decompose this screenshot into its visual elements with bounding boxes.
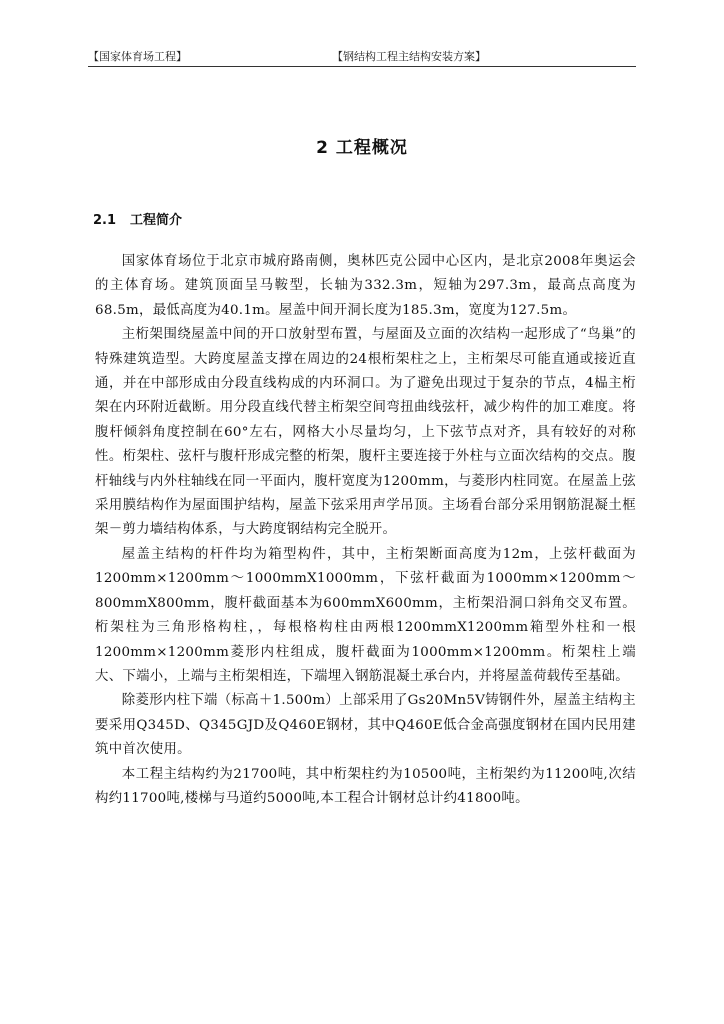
header-divider — [88, 66, 636, 67]
paragraph-steel-materials: 除菱形内柱下端（标高＋1.500m）上部采用了Gs20Mn5V铸钢件外，屋盖主结构主要采用Q345D、Q345GJD及Q460E钢材，其中Q460E低合金高强度钢材在国内民用建筑中首次使用。 — [95, 693, 636, 758]
header-project-name: 【国家体育场工程】 — [88, 50, 187, 63]
section-title: 工程简介 — [130, 213, 183, 228]
chapter-title: 2 工程概况 — [316, 138, 408, 158]
section-heading — [93, 212, 182, 230]
paragraph-member-sections: 屋盖主结构的杆件均为箱型构件，其中，主桁架断面高度为12m，上弦杆截面为1200mm×1200mm～1000mmX1000mm，下弦杆截面为1000mm×1200mm～800mmX800mm，腹杆截面基本为600mmX600mm，主桁架沿洞口斜角交叉布置。桁架柱为三角形格构柱，，每根格构柱由两根1200mmX1200mm箱型外柱和一根1200mm×1200mm菱形内柱组成，腹杆截面为1000mm×1200mm。桁架柱上端大、下端小，上端与主桁架相连，下端埋入钢筋混凝土承台内，并将屋盖荷载传至基础。 — [95, 546, 636, 684]
paragraph-main-truss: 主桁架围绕屋盖中间的开口放射型布置，与屋面及立面的次结构一起形成了“鸟巢”的特殊建筑造型。大跨度屋盖支撑在周边的24根桁架柱之上，主桁架尽可能直通或接近直通，并在中部形成由分段直线构成的内环洞口。为了避免出现过于复杂的节点，4榀主桁架在内环附近截断。用分段直线代替主桁架空间弯扭曲线弦杆，减少构件的加工难度。将腹杆倾斜角度控制在60°左右，网格大小尽量均匀，上下弦节点对齐，具有较好的对称性。桁架柱、弦杆与腹杆形成完整的桁架，腹杆主要连接于外柱与立面次结构的交点。腹杆轴线与内外柱轴线在同一平面内，腹杆宽度为1200mm，与菱形内柱同宽。在屋盖上弦采用膜结构作为屋面围护结构，屋盖下弦采用声学吊顶。主场看台部分采用钢筋混凝土框架－剪力墙结构体系，与大跨度钢结构完全脱开。 — [95, 327, 636, 538]
running-header — [88, 50, 636, 66]
paragraph-overview: 国家体育场位于北京市城府路南侧，奥林匹克公园中心区内，是北京2008年奥运会的主体育场。建筑顶面呈马鞍型，长轴为332.3m，短轴为297.3m，最高点高度为68.5m，最低高度为40.1m。屋盖中间开洞长度为185.3m，宽度为127.5m。 — [95, 254, 636, 318]
paragraph-steel-tonnage: 本工程主结构约为21700吨，其中桁架柱约为10500吨，主桁架约为11200吨,次结构约11700吨,楼梯与马道约5000吨,本工程合计钢材总计约41800吨。 — [95, 766, 636, 806]
header-document-name: 【钢结构工程主结构安装方案】 — [332, 50, 486, 63]
section-number: 2.1 — [93, 213, 117, 228]
body-text — [95, 250, 636, 811]
